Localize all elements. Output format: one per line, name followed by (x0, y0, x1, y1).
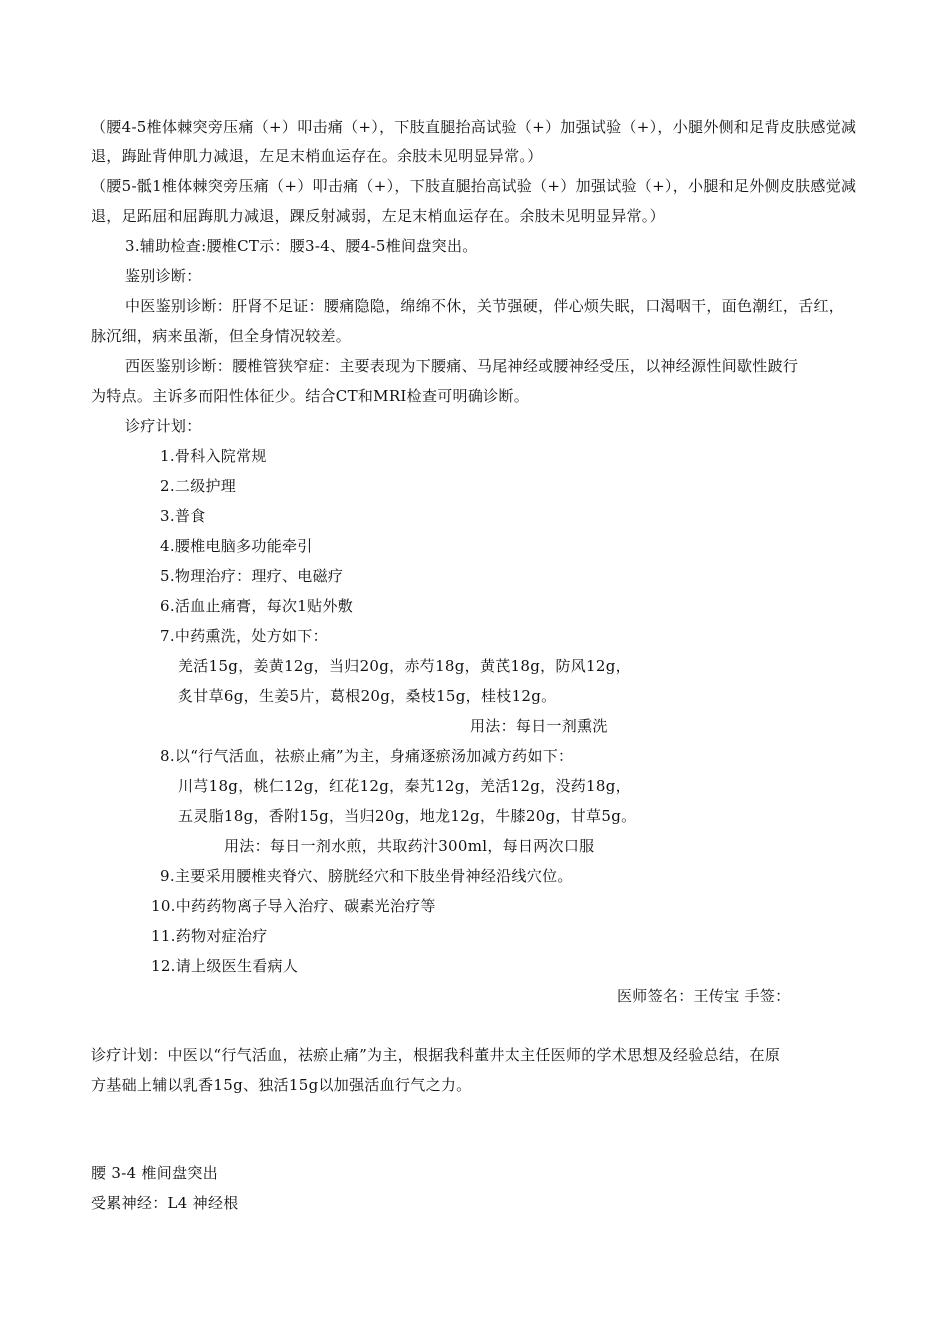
plan-item: 4.腰椎电脑多功能牵引 (160, 537, 313, 555)
tcm-differential-line1: 中医鉴别诊断：肝肾不足证：腰痛隐隐，绵绵不休，关节强硬，伴心烦失眠，口渴咽干，面色潮红，舌红， (125, 297, 845, 315)
differential-title: 鉴别诊断： (125, 267, 202, 285)
plan-item: 3.普食 (160, 507, 206, 525)
plan-note-line2: 方基础上辅以乳香15g、独活15g以加强活血行气之力。 (91, 1076, 472, 1094)
plan-item-8: 8.以“行气活血，祛瘀止痛”为主，身痛逐瘀汤加减方药如下： (160, 747, 574, 765)
prescription1-line1: 羌活15g，姜黄12g，当归20g，赤芍18g，黄芪18g，防风12g， (178, 657, 631, 675)
plan-item: 6.活血止痛膏，每次1贴外敷 (160, 597, 354, 615)
plan-item: 11.药物对症治疗 (151, 927, 268, 945)
exam-paragraph-l45-line2: 退，踇趾背伸肌力减退，左足末梢血运存在。余肢未见明显异常。） (91, 147, 543, 165)
exam-paragraph-l5s1-line2: 退，足跖屈和屈踇肌力减退，踝反射减弱，左足末梢血运存在。余肢未见明显异常。） (91, 207, 665, 225)
exam-paragraph-l45-line1: （腰4-5椎体棘突旁压痛（+）叩击痛（+），下肢直腿抬高试验（+）加强试验（+），小腿外侧和足背皮肤感觉减 (91, 118, 857, 136)
plan-item: 10.中药药物离子导入治疗、碳素光治疗等 (151, 897, 436, 915)
plan-item: 1.骨科入院常规 (160, 447, 267, 465)
plan-note-line1: 诊疗计划：中医以“行气活血，祛瘀止痛”为主，根据我科董井太主任医师的学术思想及经验总结，在原 (91, 1046, 781, 1064)
exam-paragraph-l5s1-line1: （腰5-骶1椎体棘突旁压痛（+）叩击痛（+），下肢直腿抬高试验（+）加强试验（+），小腿和足外侧皮肤感觉减 (91, 177, 857, 195)
treatment-plan-title: 诊疗计划： (125, 417, 202, 435)
prescription2-line1: 川芎18g，桃仁12g，红花12g，秦艽12g，羌活12g，没药18g， (178, 777, 631, 795)
plan-item: 7.中药熏洗，处方如下： (160, 627, 328, 645)
plan-item: 2.二级护理 (160, 477, 237, 495)
prescription1-line2: 炙甘草6g，生姜5片，葛根20g，桑枝15g，桂枝12g。 (178, 687, 557, 705)
tcm-differential-line2: 脉沉细，病来虽渐，但全身情况较差。 (91, 327, 352, 345)
prescription2-usage: 用法：每日一剂水煎，共取药汁300ml，每日两次口服 (224, 837, 595, 855)
wm-differential-line1: 西医鉴别诊断：腰椎管狭窄症：主要表现为下腰痛、马尾神经或腰神经受压，以神经源性间歇性跛行 (125, 357, 799, 375)
footer-diagnosis: 腰 3-4 椎间盘突出 (91, 1164, 218, 1182)
plan-item: 12.请上级医生看病人 (151, 957, 299, 975)
plan-item: 5.物理治疗：理疗、电磁疗 (160, 567, 344, 585)
auxiliary-exam: 3.辅助检查:腰椎CT示：腰3-4、腰4-5椎间盘突出。 (125, 237, 478, 255)
footer-nerve: 受累神经：L4 神经根 (91, 1194, 239, 1212)
prescription1-usage: 用法：每日一剂熏洗 (470, 717, 608, 735)
prescription2-line2: 五灵脂18g，香附15g，当归20g，地龙12g，牛膝20g，甘草5g。 (178, 807, 637, 825)
plan-item: 9.主要采用腰椎夹脊穴、膀胱经穴和下肢坐骨神经沿线穴位。 (160, 867, 573, 885)
physician-signature: 医师签名：王传宝 手签： (617, 987, 791, 1005)
wm-differential-line2: 为特点。主诉多而阳性体征少。结合CT和MRI检查可明确诊断。 (91, 387, 530, 405)
